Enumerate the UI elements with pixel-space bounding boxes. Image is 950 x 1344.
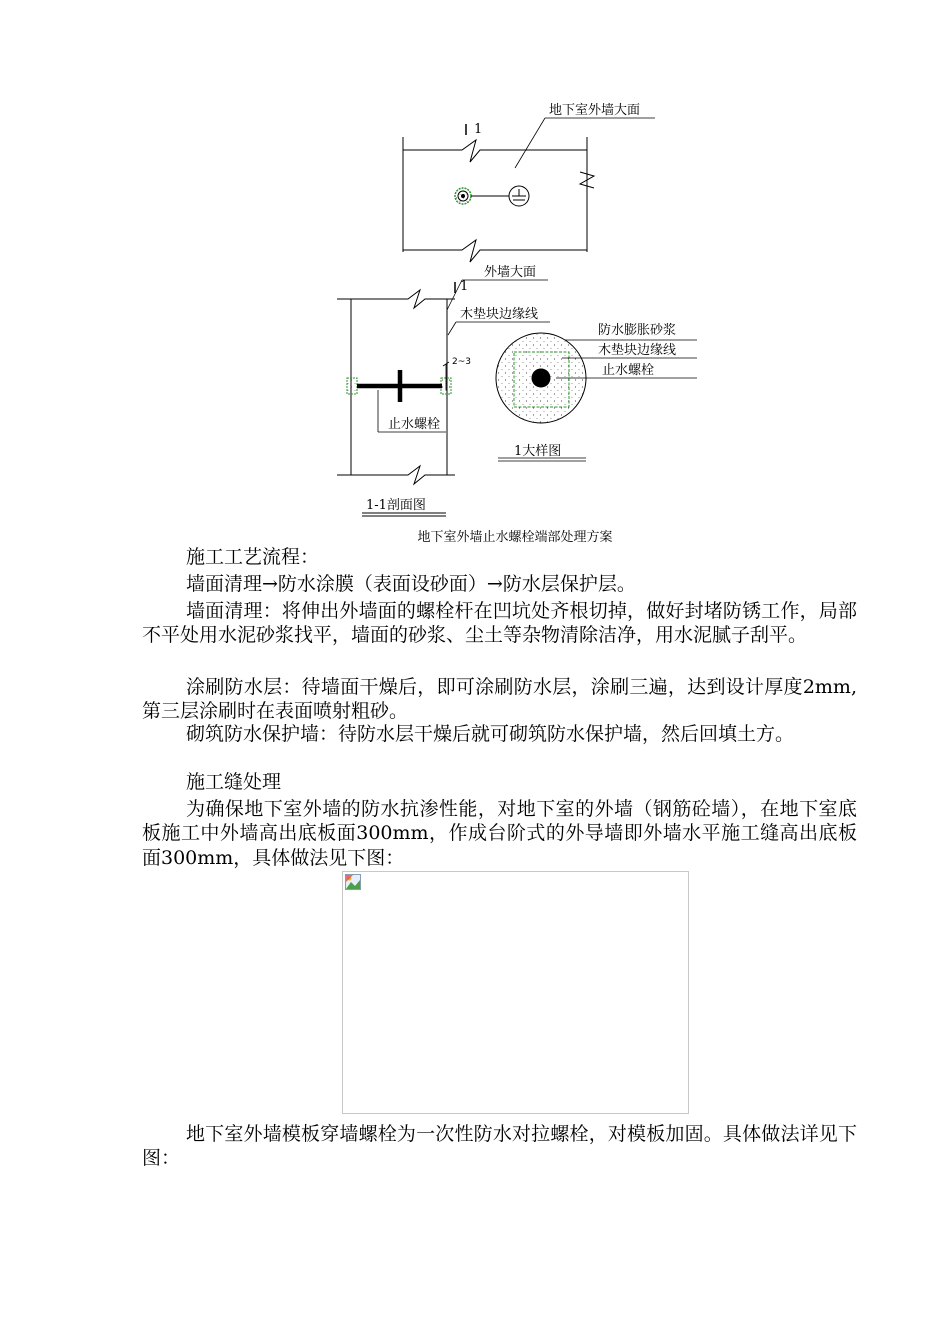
paragraph-waterproof-coating: 涂刷防水层：待墙面干燥后，即可涂刷防水层，涂刷三遍，达到设计厚度2mm,第三层涂刷时在表面喷射粗砂。 [142, 676, 857, 723]
image-placeholder [342, 871, 689, 1114]
section-mark: 1 [460, 279, 469, 294]
waterstop-bolt-drawing [0, 0, 950, 540]
paragraph-wall-cleaning: 墙面清理：将伸出外墙面的螺栓杆在凹坑处齐根切掉，做好封堵防锈工作，局部不平处用水泥砂浆找平，墙面的砂浆、尘土等杂物清除洁净，用水泥腻子刮平。 [142, 600, 857, 647]
section-label-bolt: 止水螺栓 [388, 417, 441, 432]
paragraph-protection-wall: 砌筑防水保护墙：待防水层干燥后就可砌筑防水保护墙，然后回填土方。 [186, 723, 795, 745]
plan-section-mark: 1 [474, 122, 483, 137]
detail-label-bolt: 止水螺栓 [602, 363, 655, 378]
plan-leader [515, 118, 655, 168]
section-label-outer-face: 外墙大面 [484, 265, 537, 280]
plan-label-wall-face: 地下室外墙大面 [549, 103, 641, 118]
paragraph-formwork-bolts: 地下室外墙模板穿墙螺栓为一次性防水对拉螺栓，对模板加固。具体做法详见下图： [142, 1123, 857, 1170]
paragraph-process-title: 施工工艺流程： [186, 546, 320, 568]
section-label-dim: 2~3 [452, 357, 471, 367]
paragraph-joint-title: 施工缝处理 [186, 771, 282, 793]
section-title: 1-1剖面图 [366, 498, 426, 513]
detail-label-block-edge: 木垫块边缘线 [598, 343, 677, 358]
section-label-block-edge: 木垫块边缘线 [460, 307, 539, 322]
plan-bolt-symbol [455, 186, 529, 206]
detail-label-mortar: 防水膨胀砂浆 [598, 323, 677, 338]
figure-caption: 地下室外墙止水螺栓端部处理方案 [417, 530, 613, 545]
detail-title: 1大样图 [514, 444, 562, 459]
paragraph-process-steps: 墙面清理→防水涂膜（表面设砂面）→防水层保护层。 [186, 573, 636, 595]
broken-image-icon [345, 874, 361, 890]
section-bolt [347, 370, 451, 402]
plan-view [403, 124, 594, 262]
paragraph-joint-detail: 为确保地下室外墙的防水抗渗性能，对地下室的外墙（钢筋砼墙），在地下室底板施工中外墙高出底板面300mm，作成台阶式的外导墙即外墙水平施工缝高出底板面300mm，具体做法见下图： [142, 798, 857, 869]
